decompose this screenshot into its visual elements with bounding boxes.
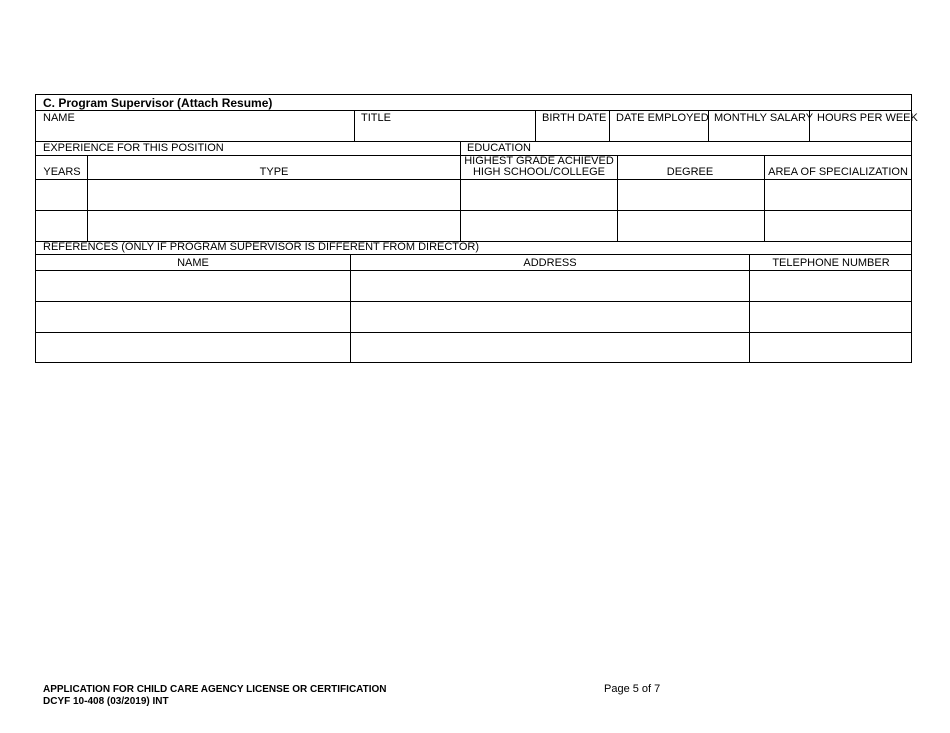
type-field[interactable] [88,180,460,210]
reference-address-label: ADDRESS [523,257,577,269]
monthly-salary-label: MONTHLY SALARY [714,112,814,124]
date-employed-field[interactable] [610,111,708,141]
experience-header: EXPERIENCE FOR THIS POSITION [43,142,224,154]
reference-address-field[interactable] [351,333,749,362]
page-number: Page 5 of 7 [604,683,661,695]
monthly-salary-field[interactable] [709,111,809,141]
grade-label-line1: HIGHEST GRADE ACHIEVED [464,155,614,167]
section-title: C. Program Supervisor (Attach Resume) [43,96,273,110]
years-field[interactable] [36,211,87,241]
reference-address-field[interactable] [351,302,749,332]
specialization-field[interactable] [765,211,911,241]
degree-label: DEGREE [666,166,714,178]
education-header: EDUCATION [467,142,531,154]
date-employed-label: DATE EMPLOYED [616,112,709,124]
name-label: NAME [43,112,75,124]
degree-field[interactable] [618,180,764,210]
name-field[interactable] [36,111,354,141]
title-field[interactable] [355,111,535,141]
reference-name-field[interactable] [36,302,350,332]
reference-name-field[interactable] [36,271,350,301]
program-supervisor-form [35,94,918,363]
reference-telephone-field[interactable] [750,302,911,332]
degree-field[interactable] [618,211,764,241]
specialization-label: AREA OF SPECIALIZATION [768,166,908,178]
years-label: YEARS [43,166,81,178]
form-id: DCYF 10-408 (03/2019) INT [43,696,169,707]
divider [36,254,911,255]
specialization-field[interactable] [765,180,911,210]
years-field[interactable] [36,180,87,210]
hours-per-week-field[interactable] [810,111,911,141]
reference-address-field[interactable] [351,271,749,301]
title-label: TITLE [361,112,391,124]
hours-per-week-label: HOURS PER WEEK [817,112,918,124]
grade-label-line2: HIGH SCHOOL/COLLEGE [472,166,606,178]
grade-field[interactable] [461,211,617,241]
reference-telephone-field[interactable] [750,333,911,362]
birth-date-field[interactable] [536,111,609,141]
reference-name-field[interactable] [36,333,350,362]
reference-telephone-field[interactable] [750,271,911,301]
grade-field[interactable] [461,180,617,210]
type-field[interactable] [88,211,460,241]
reference-name-label: NAME [177,257,209,269]
references-header: REFERENCES (ONLY IF PROGRAM SUPERVISOR IS DIFFERENT FROM DIRECTOR) [43,241,479,253]
birth-date-label: BIRTH DATE [542,112,607,124]
form-title: APPLICATION FOR CHILD CARE AGENCY LICENSE OR CERTIFICATION [43,684,387,695]
reference-telephone-label: TELEPHONE NUMBER [772,257,890,269]
type-label: TYPE [259,166,289,178]
